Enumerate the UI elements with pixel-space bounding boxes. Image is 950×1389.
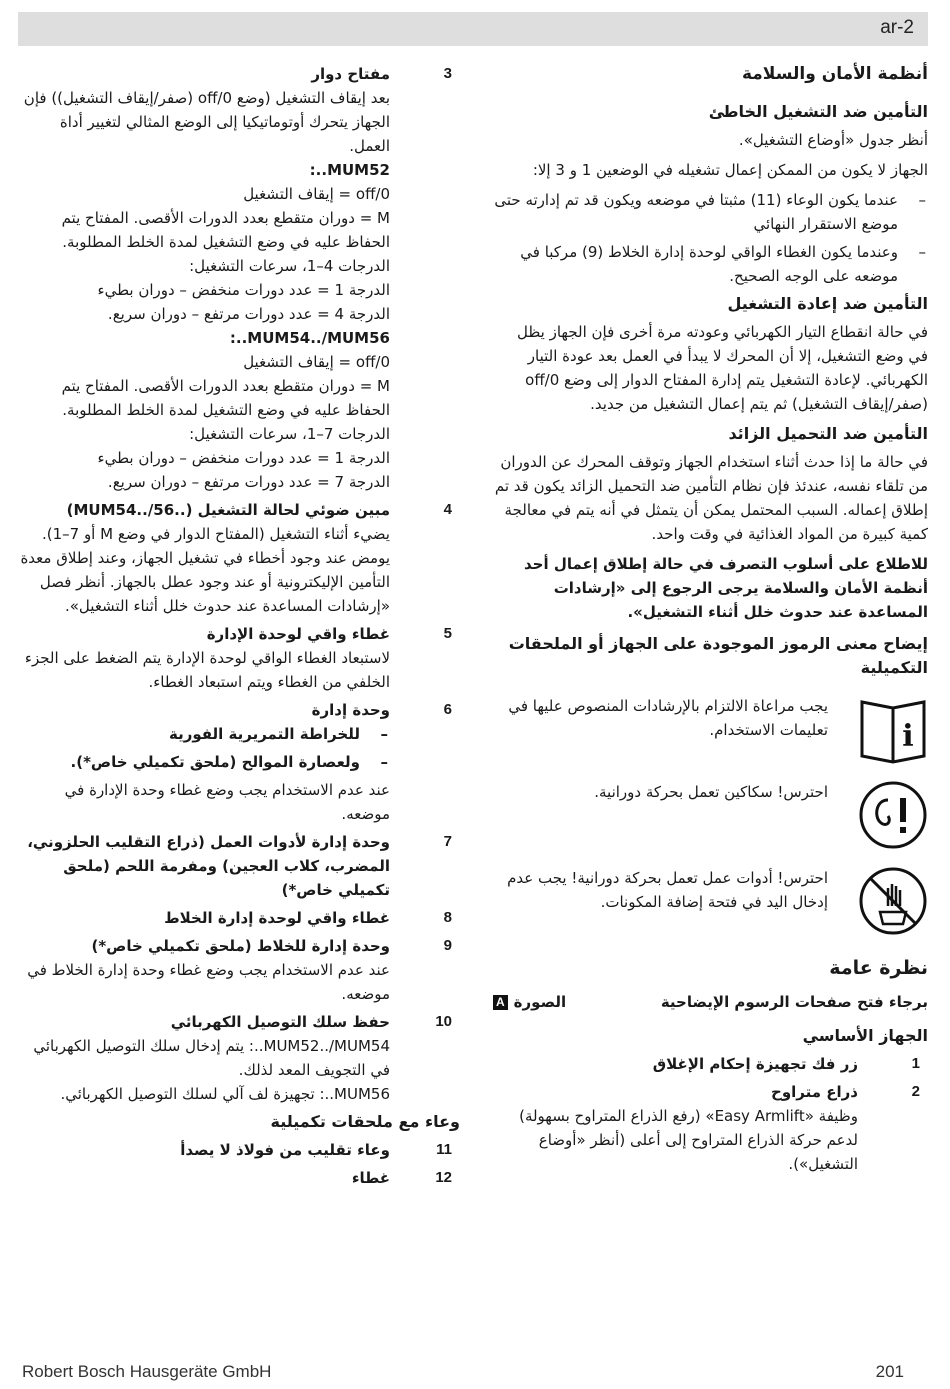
- list-item: [493, 1052, 928, 1076]
- item-line: off/0 = إيقاف التشغيل: [243, 185, 390, 203]
- misuse-bullet: – عندما يكون الوعاء (11) مثبتا في موضعه ويكون قد تم إدارته حتى موضع الاستقرار النهائي: [493, 188, 928, 236]
- overload-protection-title: التأمين ضد التحميل الزائد: [728, 424, 928, 443]
- item-body: وظيفة «Easy Armlift» (رفع الذراع المتراوح بسهولة) لدعم حركة الذراع المتراوح إلى أعلى (أنظر «أوضاع التشغيل»).: [519, 1107, 858, 1173]
- item-line: الدرجة 1 = عدد دورات منخفض – دوران بطيء: [97, 281, 390, 299]
- symbol-row: [493, 866, 928, 938]
- list-item: [20, 1166, 460, 1190]
- misuse-protection-title: التأمين ضد التشغيل الخاطئ: [708, 102, 928, 121]
- item-number: 10: [435, 1013, 452, 1030]
- restart-protection-title: التأمين ضد إعادة التشغيل: [727, 294, 928, 313]
- item-title: زر فك تجهيزة إحكام الإغلاق: [652, 1055, 858, 1073]
- item-line: الدرجات 4–1، سرعات التشغيل:: [189, 257, 390, 275]
- item-title: غطاء واقي لوحدة إدارة الخلاط: [164, 909, 390, 927]
- item-number: 5: [443, 625, 452, 642]
- basic-unit-title: الجهاز الأساسي: [802, 1026, 928, 1045]
- item-body: عند عدم الاستخدام يجب وضع غطاء وحدة إدارة الخلاط في موضعه.: [27, 961, 390, 1003]
- item-title: ذراع متراوح: [771, 1083, 858, 1101]
- item-number: 9: [443, 937, 452, 954]
- item-line: MUM52../MUM54..: يتم إدخال سلك التوصيل الكهربائي في التجويف المعد لذلك.: [33, 1037, 390, 1079]
- info-book-icon: [858, 694, 928, 764]
- list-item: [20, 622, 460, 694]
- svg-text:i: i: [902, 719, 914, 754]
- footer-company: Robert Bosch Hausgeräte GmbH: [22, 1362, 272, 1381]
- model-heading: MUM54../MUM56..:: [229, 329, 390, 347]
- misuse-bullet: – وعندما يكون الغطاء الواقي لوحدة إدارة الخلاط (9) مركبا في موضعه على الوجه الصحيح.: [493, 240, 928, 288]
- misuse-p1: أنظر جدول «أوضاع التشغيل».: [738, 131, 928, 149]
- item-title: حفظ سلك التوصيل الكهربائي: [170, 1013, 390, 1031]
- item-bullet: – ولعصارة الموالح (ملحق تكميلي خاص*).: [20, 750, 390, 774]
- item-number: 7: [443, 833, 452, 850]
- item-line: الدرجة 4 = عدد دورات مرتفع – دوران سريع.: [107, 305, 390, 323]
- figure-badge: A: [493, 995, 508, 1010]
- overview-figure-label: الصورة: [513, 993, 567, 1011]
- item-line: الدرجة 1 = عدد دورات منخفض – دوران بطيء: [97, 449, 390, 467]
- item-body: لاستبعاد الغطاء الواقي لوحدة الإدارة يتم الضغط على الجزء الخلفي من الغطاء ويتم استبعاد الغطاء.: [24, 649, 390, 691]
- misuse-p2: الجهاز لا يكون من الممكن إعمال تشغيله في الوضعين 1 و 3 إلا:: [532, 161, 928, 179]
- item-number: 12: [435, 1169, 452, 1186]
- symbol-text: احترس! سكاكين تعمل بحركة دورانية.: [594, 783, 828, 801]
- item-number: 4: [443, 501, 452, 518]
- model-heading: MUM52..:: [309, 161, 390, 179]
- item-title: غطاء واقي لوحدة الإدارة: [206, 625, 390, 643]
- item-body: عند عدم الاستخدام يجب وضع غطاء وحدة الإدارة في موضعه.: [64, 781, 390, 823]
- item-number: 11: [436, 1141, 452, 1158]
- item-title: وحدة إدارة لأدوات العمل (ذراع التقليب الحلزوني، المضرب، كلاب العجين) ومفرمة اللحم (ملحق تكميلي خاص*): [27, 833, 390, 899]
- safety-note: للاطلاع على أسلوب التصرف في حالة إطلاق إعمال أحد أنظمة الأمان والسلامة يرجى الرجوع إلى «إرشادات المساعدة عند حدوث خلل أثناء التشغيل».: [524, 555, 928, 621]
- symbol-row: [493, 780, 928, 852]
- list-item: [20, 830, 460, 902]
- left-column: [20, 62, 460, 1194]
- list-item: [20, 498, 460, 618]
- item-title: وحدة إدارة للخلاط (ملحق تكميلي خاص*): [91, 937, 390, 955]
- bowl-accessories-title: وعاء مع ملحقات تكميلية: [270, 1112, 460, 1131]
- right-column: [493, 62, 928, 1180]
- overview-text: برجاء فتح صفحات الرسوم الإيضاحية: [660, 993, 928, 1011]
- item-body: يضيء أثناء التشغيل (المفتاح الدوار في وضع M أو 7–1). يومض عند وجود أخطاء في تشغيل الجهاز، وعند إطلاق معدة التأمين الإليكترونية أو عند وجود عطل بالجهاز. أنظر فصل «إرشادات المساعدة عند حدوث خلل أثناء التشغيل».: [20, 525, 390, 615]
- overview-title: نظرة عامة: [829, 957, 928, 979]
- item-bullet: – للخراطة التمريرية الفورية: [20, 722, 390, 746]
- item-line: MUM56..: تجهيزة لف آلي لسلك التوصيل الكهربائي.: [60, 1085, 390, 1103]
- item-title: وحدة إدارة: [311, 701, 390, 719]
- item-line: M = دوران متقطع بعدد الدورات الأقصى. المفتاح يتم الحفاظ عليه في وضع التشغيل لمدة الخلط المطلوبة.: [61, 377, 390, 419]
- item-title: غطاء: [351, 1169, 390, 1187]
- symbol-text: احترس! أدوات عمل تعمل بحركة دورانية! يجب عدم إدخال اليد في فتحة إضافة المكونات.: [507, 869, 828, 911]
- item-line: الدرجات 7–1، سرعات التشغيل:: [189, 425, 390, 443]
- list-item: [493, 1080, 928, 1176]
- item-line: M = دوران متقطع بعدد الدورات الأقصى. المفتاح يتم الحفاظ عليه في وضع التشغيل لمدة الخلط المطلوبة.: [61, 209, 390, 251]
- symbol-text: يجب مراعاة الالتزام بالإرشادات المنصوص عليها في تعليمات الاستخدام.: [508, 697, 828, 739]
- list-item: [20, 698, 460, 826]
- safety-title: أنظمة الأمان والسلامة: [741, 64, 928, 84]
- page-header-bar: [18, 12, 928, 46]
- item-number: 1: [911, 1055, 920, 1072]
- item-title: مفتاح دوار: [311, 65, 390, 83]
- list-item: [20, 1010, 460, 1106]
- overview-instruction: [493, 990, 928, 1014]
- list-item: [20, 906, 460, 930]
- item-line: off/0 = إيقاف التشغيل: [243, 353, 390, 371]
- symbols-title: إيضاح معنى الرموز الموجودة على الجهاز أو الملحقات التكميلية: [508, 634, 928, 677]
- list-item: [20, 1138, 460, 1162]
- item-title: وعاء تقليب من فولاذ لا يصدأ: [180, 1141, 390, 1159]
- list-item: [20, 62, 460, 494]
- list-item: [20, 934, 460, 1006]
- item-title: مبين ضوئي لحالة التشغيل (..56/..MUM54): [66, 501, 390, 519]
- symbol-row: [493, 694, 928, 766]
- item-body: بعد إيقاف التشغيل (وضع off/0 (صفر/إيقاف التشغيل)) فإن الجهاز يتحرك أوتوماتيكيا إلى الوضع المثالي لتغيير أداة العمل.: [23, 89, 390, 155]
- overload-protection-text: في حالة ما إذا حدث أثناء استخدام الجهاز وتوقف المحرك عن الدوران من تلقاء نفسه، عندئذ فإن نظام التأمين ضد التحميل الزائد يكون قد تم إطلاق إعماله. السبب المحتمل يمكن أن يتمثل في أنه يتم في معالجة كمية كبيرة من المواد الغذائية في وقت واحد.: [494, 453, 928, 543]
- item-number: 6: [443, 701, 452, 718]
- no-hand-in-bowl-icon: [858, 866, 928, 936]
- rotating-hook-warning-icon: [858, 780, 928, 850]
- restart-protection-text: في حالة انقطاع التيار الكهربائي وعودته مرة أخرى فإن الجهاز يظل في وضع التشغيل، إلا أن المحرك لا يبدأ في العمل بعد عودة التيار الكهربائي. لإعادة التشغيل يتم إدارة المفتاح الدوار إلى وضع off/0 (صفر/إيقاف التشغيل) ثم يتم إعمال التشغيل من جديد.: [516, 323, 928, 413]
- item-number: 3: [443, 65, 452, 82]
- item-line: الدرجة 7 = عدد دورات مرتفع – دوران سريع.: [107, 473, 390, 491]
- page-code: ar-2: [880, 17, 914, 38]
- footer-page-number: 201: [875, 1362, 904, 1381]
- item-number: 2: [911, 1083, 920, 1100]
- item-number: 8: [443, 909, 452, 926]
